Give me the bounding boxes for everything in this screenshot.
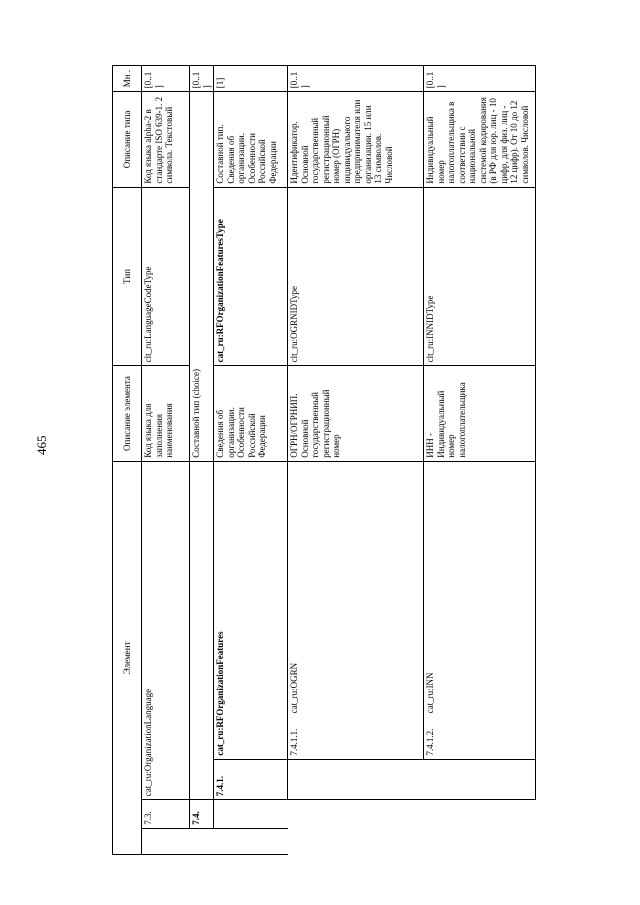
row-indent — [142, 828, 190, 854]
row-type: clt_ru:OGRNIDType — [288, 187, 424, 366]
page-number: 465 — [34, 435, 49, 455]
table-row — [288, 66, 424, 855]
row-element: cat_ru:OGRN — [289, 662, 299, 714]
table-row — [190, 66, 214, 855]
row-indent — [424, 759, 536, 800]
header-element-desc: Описание элемента — [113, 366, 142, 461]
row-number: 7.4.1. — [214, 759, 288, 800]
row-indent — [288, 759, 424, 800]
header-type-desc: Описание типа — [113, 92, 142, 187]
table-row — [142, 66, 190, 855]
row-indent — [424, 828, 536, 854]
header-element: Элемент — [113, 461, 142, 854]
row-element-cell — [288, 461, 424, 759]
row-element-desc: Сведения об организации. Особенности Российской Федерации — [214, 366, 288, 461]
table-row — [424, 66, 536, 855]
row-element-cell — [424, 461, 536, 759]
row-multiplicity: [0..1] — [142, 66, 190, 92]
element-table — [112, 65, 536, 855]
row-type: cat_ru:RFOrganizationFeaturesType — [214, 187, 288, 366]
row-multiplicity: [0..1] — [190, 66, 214, 92]
row-indent — [214, 800, 288, 829]
row-number: 7.3. — [142, 800, 190, 829]
row-indent — [288, 800, 424, 829]
row-indent — [424, 800, 536, 829]
row-type-desc: Составной тип. Сведения об организации. Особенности Российской Федерации — [214, 92, 288, 187]
row-element-desc: Код языка для заполнения наименования — [142, 366, 190, 461]
header-multiplicity: Мн . — [113, 66, 142, 92]
row-element-desc: ИНН - Индивидуальный номер налогоплательщика — [424, 366, 536, 461]
header-type: Тип — [113, 187, 142, 366]
row-indent — [214, 828, 288, 854]
row-number: 7.4.1.1. — [289, 728, 299, 756]
row-number: 7.4.1.2. — [425, 728, 435, 756]
table-header-row — [113, 66, 142, 855]
row-multiplicity: [0..1] — [424, 66, 536, 92]
row-element — [190, 461, 214, 799]
row-element: cat_ru:RFOrganizationFeatures — [214, 461, 288, 759]
row-multiplicity: [0..1] — [288, 66, 424, 92]
row-element: cat_ru:OrganizationLanguage — [142, 461, 190, 799]
row-type: clt_ru:LanguageCodeType — [142, 187, 190, 366]
row-type-desc: Индивидуальный номер налогоплательщика в соответствии с национальной системой кодирования (в РФ для юр. лиц - 10 цифр, для физ. лиц - 12 цифр). От 10 до 12 символов. Числовой — [424, 92, 536, 187]
row-number: 7.4. — [190, 800, 214, 829]
row-element: cat_ru:INN — [425, 672, 435, 714]
table-row — [214, 66, 288, 855]
row-element-desc: ОГРН/ОГРНИП. Основной государственный регистрационный номер — [288, 366, 424, 461]
row-type: clt_ru:INNIDType — [424, 187, 536, 366]
row-choice: Составной тип (choice) — [190, 92, 214, 461]
row-indent — [288, 828, 424, 854]
row-type-desc: Идентификатор. Основной государственный регистрационный номер (ОГРН) индивидуального предпринимателя или организации. 15 или 13 символов. Числовой — [288, 92, 424, 187]
row-indent — [190, 828, 214, 854]
row-type-desc: Код языка alpha-2 в стандарте ISO 639-1. 2 символа. Текстовый — [142, 92, 190, 187]
row-multiplicity: [1] — [214, 66, 288, 92]
rotated-table-container — [112, 65, 530, 855]
